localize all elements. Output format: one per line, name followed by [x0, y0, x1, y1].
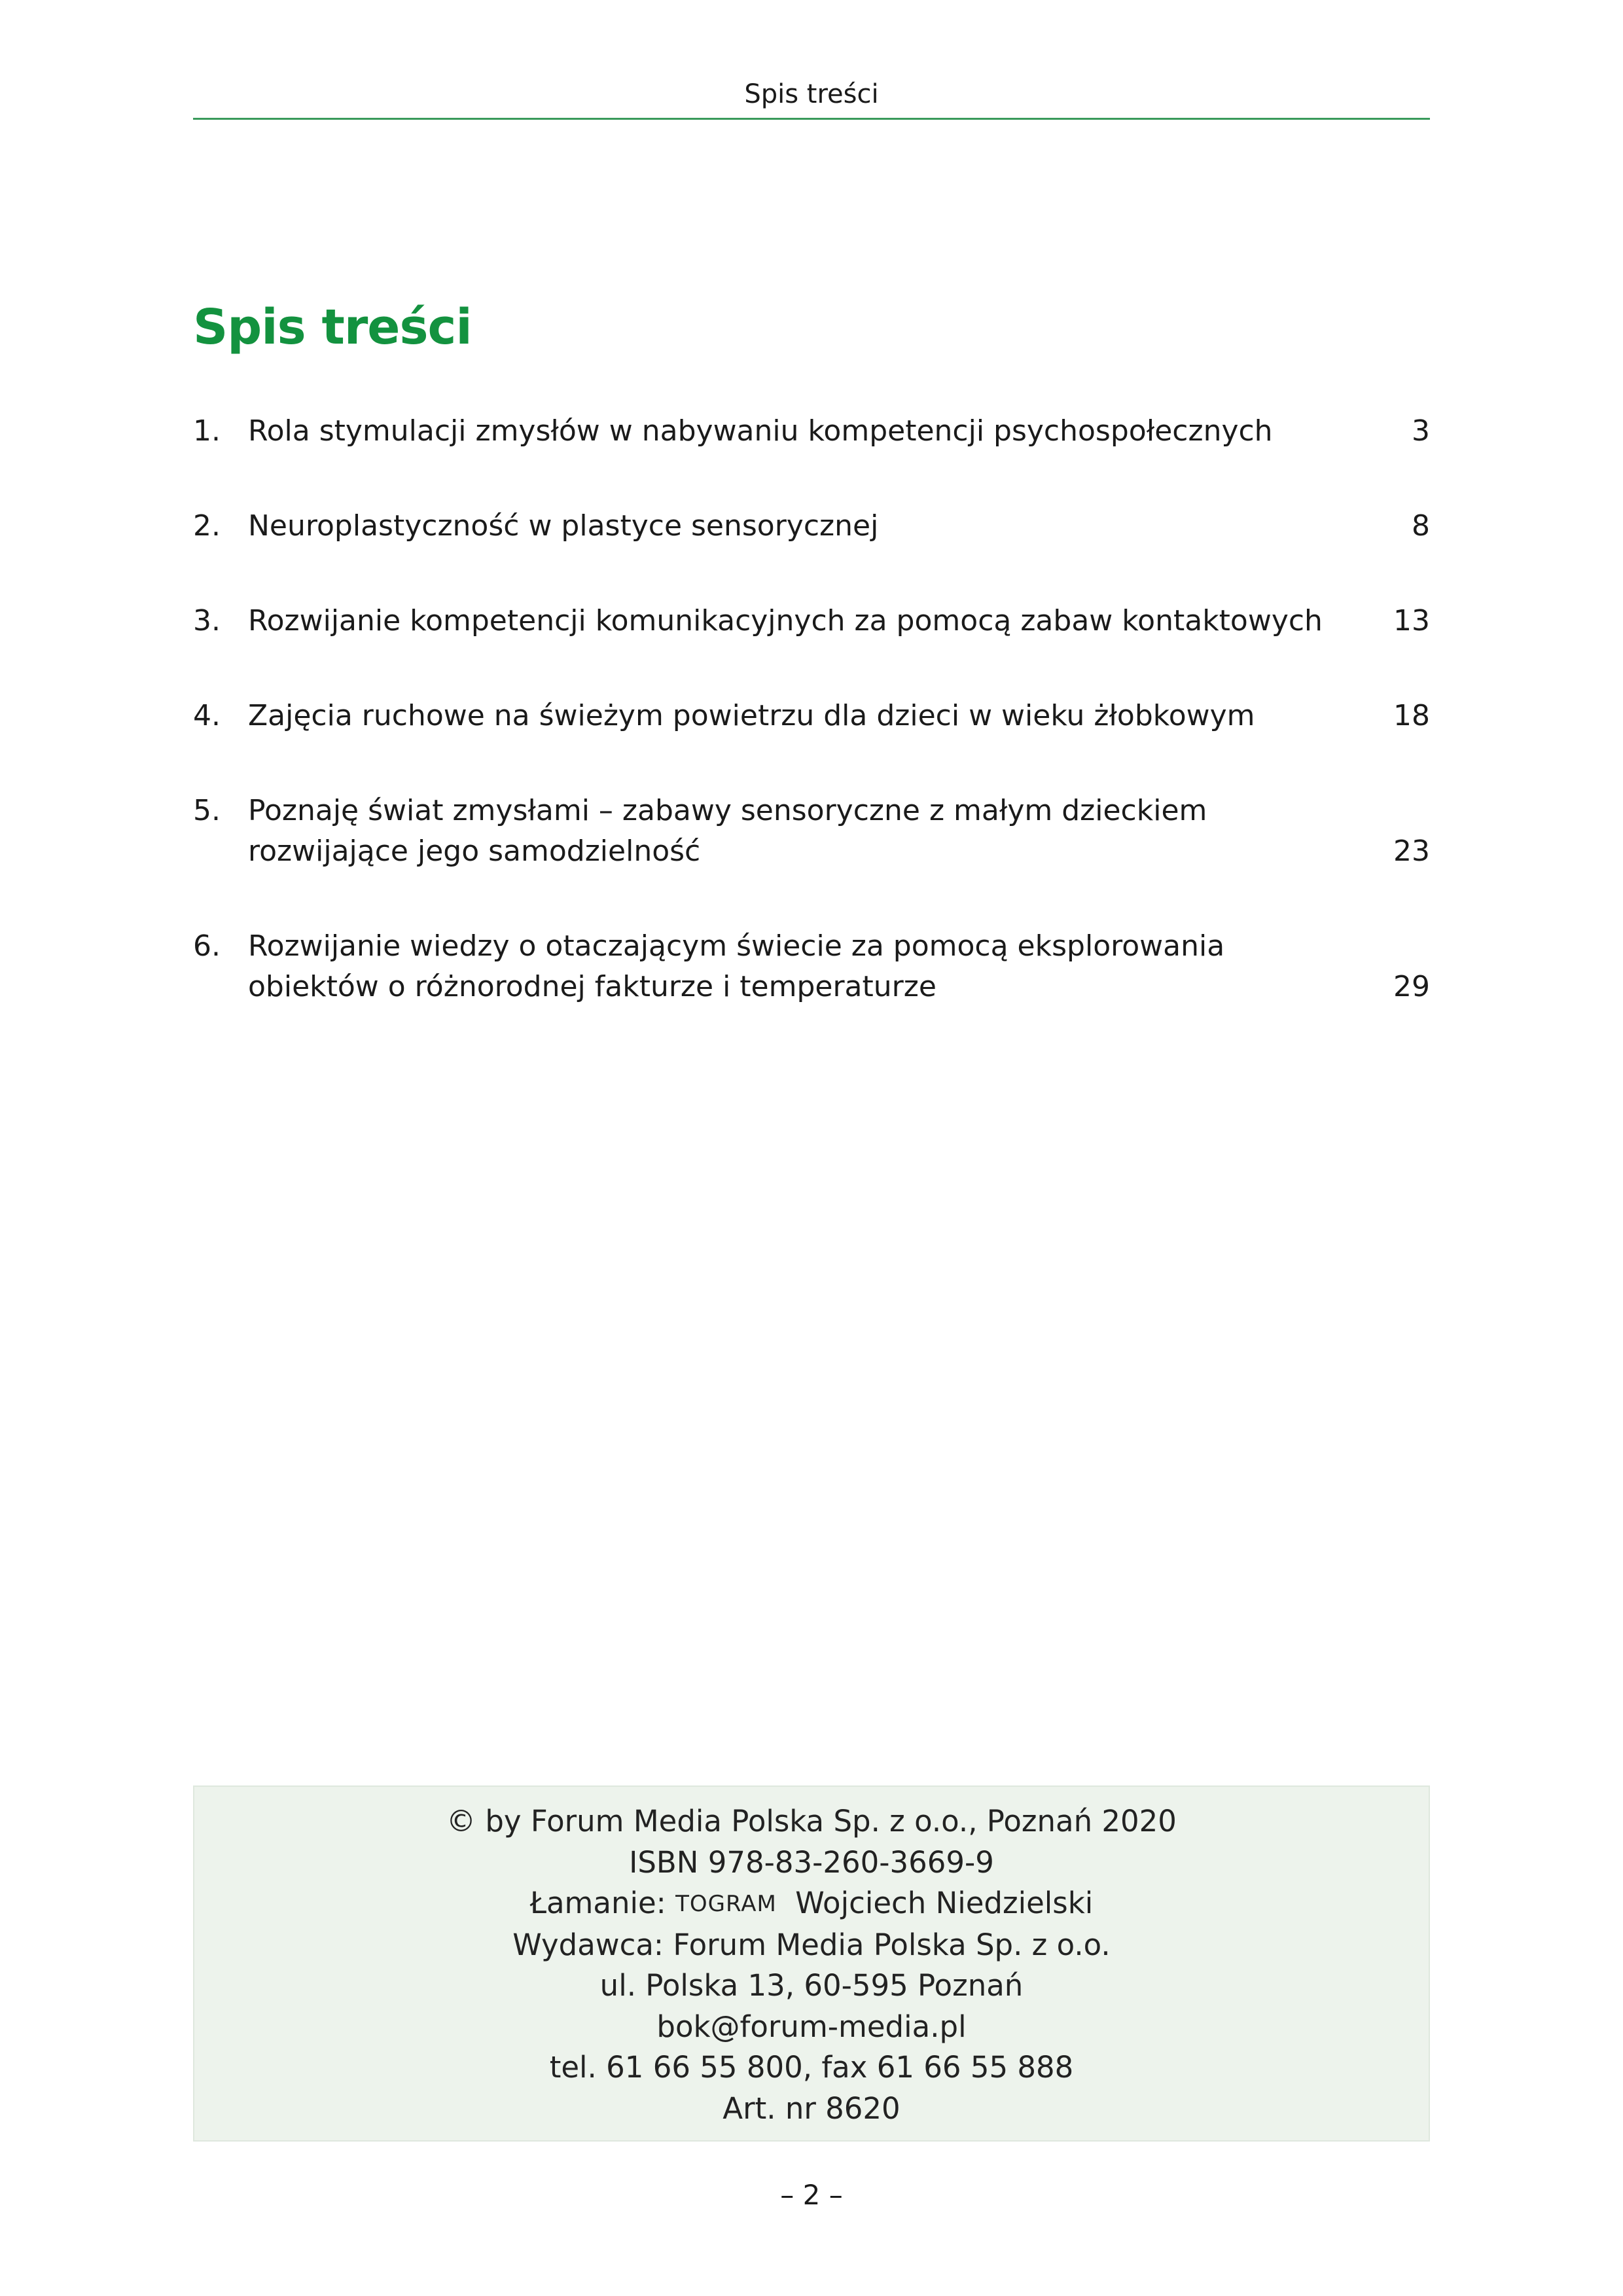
toc-entry-page: 8 [1412, 509, 1430, 543]
toc-entry-title-line: rozwijające jego samodzielność [248, 834, 701, 868]
imprint-isbn: ISBN 978-83-260-3669-9 [629, 1844, 994, 1880]
togram-logo: TOGRAM [675, 1891, 777, 1917]
toc-entry-number: 3. [193, 604, 221, 637]
toc-entry-title-line: Rozwijanie wiedzy o otaczającym świecie za pomocą eksplorowania [248, 929, 1225, 963]
imprint-typesetting-name: Wojciech Niedzielski [795, 1886, 1094, 1920]
imprint-phone: tel. 61 66 55 800, fax 61 66 55 888 [549, 2050, 1074, 2085]
toc-entry[interactable] [193, 926, 1430, 1007]
imprint-email[interactable]: bok@forum-media.pl [656, 2009, 967, 2044]
toc-entry-title-line: Rola stymulacji zmysłów w nabywaniu kompetencji psychospołecznych [248, 414, 1273, 448]
toc-entry[interactable] [193, 696, 1430, 736]
toc-entry-number: 4. [193, 699, 221, 732]
header-rule [193, 118, 1430, 120]
imprint-box [193, 1785, 1430, 2142]
toc-entry-page: 23 [1393, 834, 1430, 868]
toc-entry[interactable] [193, 601, 1430, 641]
imprint-copyright: © by Forum Media Polska Sp. z o.o., Poznań 2020 [446, 1804, 1177, 1839]
toc-entry-title-line: Zajęcia ruchowe na świeżym powietrzu dla dzieci w wieku żłobkowym [248, 699, 1255, 732]
toc-entry-page: 3 [1412, 414, 1430, 448]
toc-entry[interactable] [193, 506, 1430, 547]
toc-entry-number: 5. [193, 794, 221, 827]
toc-entry-title [248, 696, 1321, 736]
page-number: – 2 – [780, 2179, 843, 2211]
toc-entry-title [248, 791, 1321, 872]
toc-entry-title [248, 601, 1321, 641]
toc-entry-page: 13 [1393, 604, 1430, 637]
toc-entry-title-line: obiektów o różnorodnej fakturze i temperaturze [248, 970, 936, 1003]
toc-entry-title-line: Neuroplastyczność w plastyce sensorycznej [248, 509, 879, 543]
toc-entry-number: 2. [193, 509, 221, 543]
toc-entry-page: 29 [1393, 970, 1430, 1003]
toc-entry-title [248, 506, 1321, 547]
toc-title: Spis treści [193, 299, 472, 355]
toc-entry-title [248, 926, 1321, 1007]
toc-entry-title [248, 411, 1321, 452]
toc-entry-number: 6. [193, 929, 221, 963]
running-header: Spis treści [744, 79, 879, 109]
toc-entry[interactable] [193, 411, 1430, 452]
imprint-art-nr: Art. nr 8620 [722, 2090, 901, 2126]
toc-entry-page: 18 [1393, 699, 1430, 732]
imprint-typesetting [194, 1883, 1429, 1925]
toc-entry-number: 1. [193, 414, 221, 448]
toc-entry-title-line: Poznaję świat zmysłami – zabawy sensoryczne z małym dzieckiem [248, 794, 1207, 827]
toc-entry[interactable] [193, 791, 1430, 872]
imprint-publisher: Wydawca: Forum Media Polska Sp. z o.o. [512, 1927, 1111, 1962]
imprint-address: ul. Polska 13, 60-595 Poznań [599, 1968, 1024, 2003]
toc-entry-title-line: Rozwijanie kompetencji komunikacyjnych za pomocą zabaw kontaktowych [248, 604, 1323, 637]
imprint-typesetting-label: Łamanie: [529, 1886, 666, 1920]
